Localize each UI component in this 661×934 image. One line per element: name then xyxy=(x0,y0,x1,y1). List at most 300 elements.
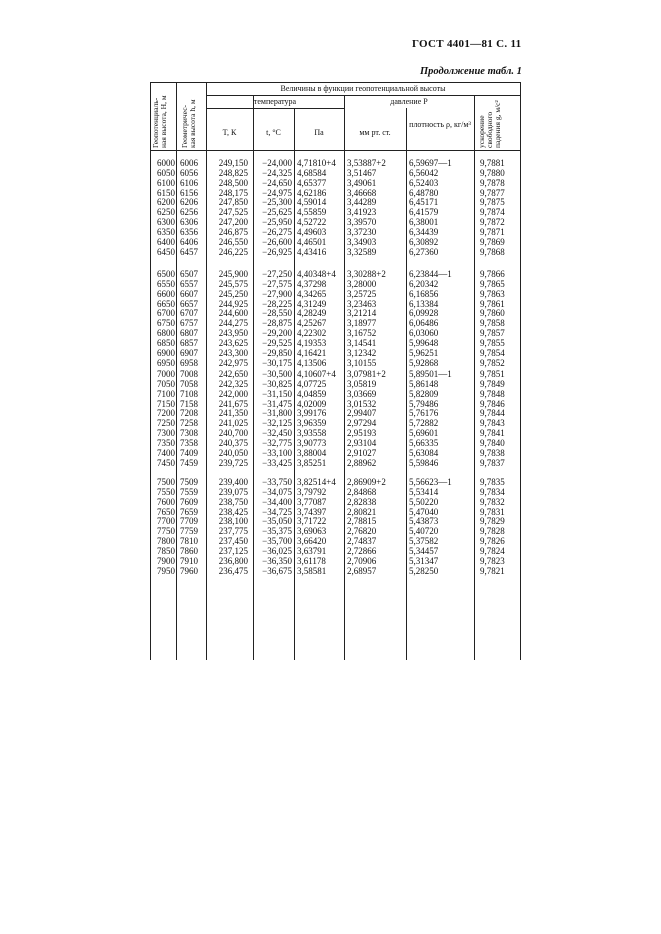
table-cell: 7910 xyxy=(180,555,198,566)
table-cell: 2,99407 xyxy=(347,408,377,419)
table-cell: 7559 xyxy=(180,486,198,497)
table-cell: 7609 xyxy=(180,496,198,507)
table-cell: 3,28000 xyxy=(347,278,377,289)
table-cell: 7258 xyxy=(180,418,198,429)
table-cell: 248,825 xyxy=(218,167,248,178)
table-cell: 4,46501 xyxy=(297,236,327,247)
table-cell: 241,675 xyxy=(218,398,248,409)
table-cell: 3,30288+2 xyxy=(347,269,386,279)
table-cell: 9,7855 xyxy=(480,337,505,348)
table-cell: 6256 xyxy=(180,207,198,218)
header-temperature: температура xyxy=(253,97,297,106)
table-cell: 9,7840 xyxy=(480,437,505,448)
table-cell: 247,850 xyxy=(218,197,248,208)
table-cell: 9,7866 xyxy=(480,269,505,279)
table-cell: 3,44289 xyxy=(347,197,377,208)
table-cell: 2,74837 xyxy=(347,536,377,547)
table-cell: 5,76176 xyxy=(409,408,439,419)
table-cell: −25,950 xyxy=(262,217,292,228)
table-cell: −35,375 xyxy=(262,526,292,537)
table-cell: 6,52403 xyxy=(409,177,439,188)
table-cell: 7650 xyxy=(157,506,175,517)
table-cell: 6200 xyxy=(157,197,175,208)
table-cell: 2,88962 xyxy=(347,457,377,468)
table-cell: 7459 xyxy=(180,457,198,468)
table-cell: 5,72882 xyxy=(409,418,439,429)
table-cell: 6400 xyxy=(157,236,175,247)
table-cell: −29,525 xyxy=(262,337,292,348)
table-cell: −36,025 xyxy=(262,545,292,556)
table-cell: 7450 xyxy=(157,457,175,468)
table-cell: 242,325 xyxy=(218,378,248,389)
table-cell: 5,50220 xyxy=(409,496,439,507)
table-cell: 5,63084 xyxy=(409,447,439,458)
table-cell: 4,07725 xyxy=(297,378,327,389)
table-cell: 7208 xyxy=(180,408,198,419)
table-cell: 7850 xyxy=(157,545,175,556)
table-cell: 6,48780 xyxy=(409,187,439,198)
table-cell: 242,000 xyxy=(218,388,248,399)
table-cell: 4,37298 xyxy=(297,278,327,289)
table-cell: 6300 xyxy=(157,217,175,228)
table-cell: 6306 xyxy=(180,217,198,228)
table-cell: 9,7875 xyxy=(480,197,505,208)
table-cell: 3,77087 xyxy=(297,496,327,507)
table-cell: 7158 xyxy=(180,398,198,409)
table-cell: 4,43416 xyxy=(297,246,327,257)
table-cell: 5,92868 xyxy=(409,357,439,368)
table-cell: 7400 xyxy=(157,447,175,458)
table-cell: 7750 xyxy=(157,526,175,537)
table-cell: 7409 xyxy=(180,447,198,458)
table-cell: 9,7849 xyxy=(480,378,505,389)
table-cell: 246,550 xyxy=(218,236,248,247)
table-cell: 2,68957 xyxy=(347,565,377,576)
table-cell: −28,225 xyxy=(262,298,292,309)
table-cell: 9,7878 xyxy=(480,177,505,188)
header-t: t, °С xyxy=(266,128,281,137)
table-cell: 2,93104 xyxy=(347,437,377,448)
table-cell: 6,23844—1 xyxy=(409,269,452,279)
table-cell: 6,06486 xyxy=(409,318,439,329)
table-cell: 4,52722 xyxy=(297,217,327,228)
table-cell: 3,16752 xyxy=(347,328,377,339)
table-cell: 6056 xyxy=(180,167,198,178)
table-cell: 3,41923 xyxy=(347,207,377,218)
table-cell: 7108 xyxy=(180,388,198,399)
table-cell: 3,34903 xyxy=(347,236,377,247)
table-cell: 3,93558 xyxy=(297,428,327,439)
table-cell: 243,300 xyxy=(218,347,248,358)
table-cell: −29,850 xyxy=(262,347,292,358)
table-cell: 9,7829 xyxy=(480,516,505,527)
table-cell: 3,07981+2 xyxy=(347,369,386,379)
table-cell: −24,975 xyxy=(262,187,292,198)
table-cell: 6500 xyxy=(157,269,175,279)
table-cell: −33,100 xyxy=(262,447,292,458)
table-cell: 7860 xyxy=(180,545,198,556)
table-cell: −35,700 xyxy=(262,536,292,547)
table-cell: −24,325 xyxy=(262,167,292,178)
table-cell: 236,475 xyxy=(218,565,248,576)
table-cell: 237,450 xyxy=(218,536,248,547)
table-cell: 9,7848 xyxy=(480,388,505,399)
table-cell: 6550 xyxy=(157,278,175,289)
table-cell: 4,40348+4 xyxy=(297,269,336,279)
table-cell: 6850 xyxy=(157,337,175,348)
table-cell: 6557 xyxy=(180,278,198,289)
table-cell: −30,825 xyxy=(262,378,292,389)
table-cell: 5,34457 xyxy=(409,545,439,556)
table-cell: 9,7871 xyxy=(480,226,505,237)
header-density: плотность ρ, кг/м³ xyxy=(409,120,471,129)
table-cell: 238,750 xyxy=(218,496,248,507)
table-cell: 6707 xyxy=(180,308,198,319)
table-cell: 2,84868 xyxy=(347,486,377,497)
table-cell: 3,96359 xyxy=(297,418,327,429)
table-cell: 6,59697—1 xyxy=(409,158,452,168)
table-cell: 245,575 xyxy=(218,278,248,289)
table-cell: 3,49061 xyxy=(347,177,377,188)
table-cell: 240,700 xyxy=(218,428,248,439)
table-cell: 3,05819 xyxy=(347,378,377,389)
table-cell: 238,100 xyxy=(218,516,248,527)
continuation-title: Продолжение табл. 1 xyxy=(420,66,522,77)
table-cell: 4,25267 xyxy=(297,318,327,329)
table-cell: 9,7824 xyxy=(480,545,505,556)
table-cell: 3,82514+4 xyxy=(297,477,336,487)
table-cell: 9,7826 xyxy=(480,536,505,547)
table-cell: 5,66335 xyxy=(409,437,439,448)
table-cell: 9,7831 xyxy=(480,506,505,517)
table-cell: 7950 xyxy=(157,565,175,576)
table-cell: 4,49603 xyxy=(297,226,327,237)
table-cell: 2,95193 xyxy=(347,428,377,439)
table-cell: 9,7844 xyxy=(480,408,505,419)
table-cell: 9,7874 xyxy=(480,207,505,218)
table-cell: −36,350 xyxy=(262,555,292,566)
table-cell: 240,375 xyxy=(218,437,248,448)
table-cell: 5,69601 xyxy=(409,428,439,439)
table-cell: 3,88004 xyxy=(297,447,327,458)
table-cell: 6050 xyxy=(157,167,175,178)
row-group xyxy=(150,478,520,577)
table-cell: 5,99648 xyxy=(409,337,439,348)
table-cell: 2,72866 xyxy=(347,545,377,556)
table-cell: 6750 xyxy=(157,318,175,329)
table-cell: 6657 xyxy=(180,298,198,309)
table-cell: 240,050 xyxy=(218,447,248,458)
table-cell: 6907 xyxy=(180,347,198,358)
table-cell: 4,62186 xyxy=(297,187,327,198)
table-cell: 3,18977 xyxy=(347,318,377,329)
table-cell: 243,625 xyxy=(218,337,248,348)
table-cell: 7659 xyxy=(180,506,198,517)
table-cell: 3,71722 xyxy=(297,516,327,527)
table-cell: 7509 xyxy=(180,477,198,487)
table-cell: 246,225 xyxy=(218,246,248,257)
table-cell: 9,7854 xyxy=(480,347,505,358)
row-group xyxy=(150,270,520,369)
table-cell: 3,90773 xyxy=(297,437,327,448)
table-cell: 5,59846 xyxy=(409,457,439,468)
table-cell: 9,7838 xyxy=(480,447,505,458)
table-cell: 4,22302 xyxy=(297,328,327,339)
table-cell: 236,800 xyxy=(218,555,248,566)
header-pressure: давление P xyxy=(390,97,428,106)
table-cell: −26,925 xyxy=(262,246,292,257)
table-cell: 3,01532 xyxy=(347,398,377,409)
table-cell: 7250 xyxy=(157,418,175,429)
table-cell: 3,14541 xyxy=(347,337,377,348)
table-cell: 244,925 xyxy=(218,298,248,309)
header-separator xyxy=(206,108,344,109)
table-cell: 3,66420 xyxy=(297,536,327,547)
table-cell: 4,16421 xyxy=(297,347,327,358)
table-cell: 7050 xyxy=(157,378,175,389)
table-cell: 5,40720 xyxy=(409,526,439,537)
table-cell: 9,7828 xyxy=(480,526,505,537)
table-cell: 7308 xyxy=(180,428,198,439)
table-cell: −27,900 xyxy=(262,288,292,299)
table-cell: 6,34439 xyxy=(409,226,439,237)
table-cell: −30,175 xyxy=(262,357,292,368)
table-cell: 4,28249 xyxy=(297,308,327,319)
table-cell: 3,53887+2 xyxy=(347,158,386,168)
table-cell: 3,03669 xyxy=(347,388,377,399)
row-group xyxy=(150,159,520,258)
table-cell: 6100 xyxy=(157,177,175,188)
table-cell: 6457 xyxy=(180,246,198,257)
table-cell: 247,200 xyxy=(218,217,248,228)
table-cell: 237,125 xyxy=(218,545,248,556)
table-cell: 4,65377 xyxy=(297,177,327,188)
table-cell: 2,82838 xyxy=(347,496,377,507)
table-cell: 3,63791 xyxy=(297,545,327,556)
header-T: T, К xyxy=(222,128,237,137)
table-cell: 244,600 xyxy=(218,308,248,319)
table-cell: 7800 xyxy=(157,536,175,547)
table-cell: 246,875 xyxy=(218,226,248,237)
table-cell: 6,16856 xyxy=(409,288,439,299)
table-cell: 6250 xyxy=(157,207,175,218)
table-cell: 237,775 xyxy=(218,526,248,537)
table-cell: 247,525 xyxy=(218,207,248,218)
table-cell: 5,82809 xyxy=(409,388,439,399)
table-cell: 6356 xyxy=(180,226,198,237)
table-cell: 242,975 xyxy=(218,357,248,368)
table-cell: 9,7823 xyxy=(480,555,505,566)
table-cell: 5,89501—1 xyxy=(409,369,452,379)
table-cell: −32,775 xyxy=(262,437,292,448)
row-group xyxy=(150,370,520,469)
table-cell: 3,85251 xyxy=(297,457,327,468)
table-cell: 3,74397 xyxy=(297,506,327,517)
header-group: Величины в функции геопотенциальной высоты xyxy=(280,84,446,93)
table-cell: 9,7868 xyxy=(480,246,505,257)
table-cell: 3,21214 xyxy=(347,308,377,319)
page-header: ГОСТ 4401—81 С. 11 xyxy=(412,38,522,50)
table-cell: 9,7852 xyxy=(480,357,505,368)
table-cell: 248,500 xyxy=(218,177,248,188)
table-cell: 7900 xyxy=(157,555,175,566)
table-cell: 3,10155 xyxy=(347,357,377,368)
col-divider xyxy=(520,82,521,660)
table-cell: −33,425 xyxy=(262,457,292,468)
table-cell: 3,79792 xyxy=(297,486,327,497)
table-cell: 7100 xyxy=(157,388,175,399)
table-cell: 7960 xyxy=(180,565,198,576)
table-cell: 9,7857 xyxy=(480,328,505,339)
table-cell: 6106 xyxy=(180,177,198,188)
table-cell: 245,250 xyxy=(218,288,248,299)
table-cell: −31,150 xyxy=(262,388,292,399)
table-cell: 7550 xyxy=(157,486,175,497)
table-cell: 7200 xyxy=(157,408,175,419)
table-cell: 4,68584 xyxy=(297,167,327,178)
table-cell: −31,800 xyxy=(262,408,292,419)
table-cell: 2,76820 xyxy=(347,526,377,537)
table-cell: 9,7837 xyxy=(480,457,505,468)
table-cell: 2,86909+2 xyxy=(347,477,386,487)
table-cell: 5,31347 xyxy=(409,555,439,566)
table-cell: 9,7861 xyxy=(480,298,505,309)
table-cell: 6900 xyxy=(157,347,175,358)
table-cell: 5,43873 xyxy=(409,516,439,527)
table-cell: 6650 xyxy=(157,298,175,309)
table-cell: 4,10607+4 xyxy=(297,369,336,379)
table-cell: 9,7851 xyxy=(480,369,505,379)
table-cell: −29,200 xyxy=(262,328,292,339)
table-cell: 6800 xyxy=(157,328,175,339)
table-cell: 6450 xyxy=(157,246,175,257)
table-cell: −26,600 xyxy=(262,236,292,247)
table-cell: 7358 xyxy=(180,437,198,448)
table-cell: 6857 xyxy=(180,337,198,348)
table-cell: 2,78815 xyxy=(347,516,377,527)
table-cell: 9,7858 xyxy=(480,318,505,329)
header-mmhg: мм рт. ст. xyxy=(359,128,391,137)
table-cell: −25,300 xyxy=(262,197,292,208)
table-cell: 3,69063 xyxy=(297,526,327,537)
table-cell: 2,91027 xyxy=(347,447,377,458)
header-gravity: ускорение свободного падения g, м/с² xyxy=(477,100,502,148)
table-cell: 3,99176 xyxy=(297,408,327,419)
table-cell: 5,79486 xyxy=(409,398,439,409)
table-cell: 9,7880 xyxy=(480,167,505,178)
table-cell: 6607 xyxy=(180,288,198,299)
table-cell: 3,58581 xyxy=(297,565,327,576)
table-cell: −28,875 xyxy=(262,318,292,329)
table-cell: 6,45171 xyxy=(409,197,439,208)
table-cell: 3,61178 xyxy=(297,555,326,566)
table-cell: 239,075 xyxy=(218,486,248,497)
table-cell: 4,02009 xyxy=(297,398,327,409)
table-cell: 3,25725 xyxy=(347,288,377,299)
table-cell: 6958 xyxy=(180,357,198,368)
table-cell: 241,025 xyxy=(218,418,248,429)
table-cell: 4,34265 xyxy=(297,288,327,299)
table-cell: 4,55859 xyxy=(297,207,327,218)
table-cell: 6,20342 xyxy=(409,278,439,289)
header-geometric-height: Геометричес-кая высота h, м xyxy=(180,99,197,148)
table-cell: 244,275 xyxy=(218,318,248,329)
table-cell: −26,275 xyxy=(262,226,292,237)
table-cell: 9,7835 xyxy=(480,477,505,487)
table-cell: 7008 xyxy=(180,369,198,379)
table-cell: −24,000 xyxy=(262,158,292,168)
table-cell: 5,53414 xyxy=(409,486,439,497)
table-cell: 6,56042 xyxy=(409,167,439,178)
table-cell: 239,725 xyxy=(218,457,248,468)
table-cell: 6406 xyxy=(180,236,198,247)
table-cell: 3,51467 xyxy=(347,167,377,178)
table-cell: −35,050 xyxy=(262,516,292,527)
table-cell: −34,725 xyxy=(262,506,292,517)
table-cell: 2,97294 xyxy=(347,418,377,429)
table-cell: 5,28250 xyxy=(409,565,439,576)
table-cell: 4,71810+4 xyxy=(297,158,336,168)
table-cell: 6600 xyxy=(157,288,175,299)
table-cell: 2,70906 xyxy=(347,555,377,566)
table-cell: 6150 xyxy=(157,187,175,198)
table-cell: 9,7860 xyxy=(480,308,505,319)
table-cell: 3,39570 xyxy=(347,217,377,228)
table-cell: 3,32589 xyxy=(347,246,377,257)
table-cell: 2,80821 xyxy=(347,506,377,517)
table-cell: 9,7843 xyxy=(480,418,505,429)
table-cell: 9,7877 xyxy=(480,187,505,198)
table-cell: 6006 xyxy=(180,158,198,168)
header-geopotential-height: Геопотенциаль-ная высота, H, м xyxy=(151,95,168,148)
table-cell: −31,475 xyxy=(262,398,292,409)
table-cell: 4,31249 xyxy=(297,298,327,309)
table-cell: 5,47040 xyxy=(409,506,439,517)
table-cell: −25,625 xyxy=(262,207,292,218)
table-cell: 7600 xyxy=(157,496,175,507)
table-cell: 7300 xyxy=(157,428,175,439)
table-cell: 243,950 xyxy=(218,328,248,339)
table-cell: 7000 xyxy=(157,369,175,379)
table-cell: 3,12342 xyxy=(347,347,377,358)
table-cell: −33,750 xyxy=(262,477,292,487)
table-cell: 3,23463 xyxy=(347,298,377,309)
table-cell: −24,650 xyxy=(262,177,292,188)
table-cell: 5,96251 xyxy=(409,347,439,358)
table-cell: 9,7872 xyxy=(480,217,505,228)
table-cell: −34,400 xyxy=(262,496,292,507)
atmosphere-table xyxy=(150,82,520,660)
table-cell: 9,7841 xyxy=(480,428,505,439)
table-cell: 7700 xyxy=(157,516,175,527)
table-cell: 6156 xyxy=(180,187,198,198)
table-cell: 4,19353 xyxy=(297,337,327,348)
table-cell: −32,450 xyxy=(262,428,292,439)
table-cell: 3,46668 xyxy=(347,187,377,198)
table-cell: 6700 xyxy=(157,308,175,319)
table-cell: 9,7863 xyxy=(480,288,505,299)
table-cell: 248,175 xyxy=(218,187,248,198)
table-cell: −28,550 xyxy=(262,308,292,319)
table-cell: −32,125 xyxy=(262,418,292,429)
table-cell: 6206 xyxy=(180,197,198,208)
table-cell: 238,425 xyxy=(218,506,248,517)
table-cell: 7500 xyxy=(157,477,175,487)
table-cell: 7058 xyxy=(180,378,198,389)
header-pa: Па xyxy=(314,128,324,137)
table-cell: 6,03060 xyxy=(409,328,439,339)
table-cell: −30,500 xyxy=(262,369,292,379)
